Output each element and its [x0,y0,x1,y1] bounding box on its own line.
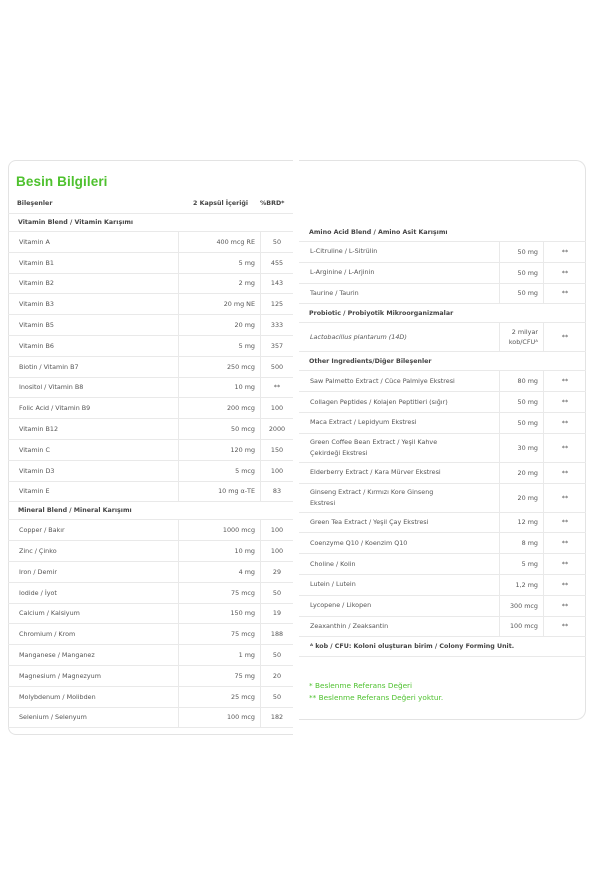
footnote-text: ᴬ kob / CFU: Koloni oluşturan birim / Colony Forming Unit. [310,643,515,651]
ingredient-amount: 8 mg [499,533,544,553]
ingredient-amount: 30 mg [499,434,544,462]
ingredient-rda: ** [561,518,569,527]
ingredient-name: Elderberry Extract / Kara Mürver Ekstresi [310,468,441,477]
ingredient-rda: ** [561,539,569,548]
ingredient-amount: 80 mg [499,371,544,391]
ingredient-rda: ** [561,468,569,477]
ingredient-rda: ** [561,268,569,277]
table-row [8,419,293,440]
ingredient-name: Zeaxanthin / Zeaksantin [310,621,389,630]
ingredient-rda: ** [561,560,569,569]
table-row [8,708,293,729]
table-row [299,596,586,617]
left-table [8,213,293,728]
ingredient-rda: 83 [272,487,282,496]
ingredient-amount: 10 mg [178,541,261,561]
ingredient-rda: 100 [270,526,284,535]
ingredient-name: Iron / Demir [19,567,58,576]
ingredient-name: Vitamin E [19,487,50,496]
section-title: Amino Acid Blend / Amino Asit Karışımı [309,228,448,236]
ingredient-name: Taurine / Taurin [310,288,359,297]
table-row [299,323,586,352]
table-row [8,687,293,708]
table-row [299,284,586,305]
ingredient-name: Collagen Peptides / Kolajen Peptitleri (sığır) [310,397,448,406]
ingredient-name: Copper / Bakır [19,526,65,535]
table-row [299,434,586,463]
ingredient-name: Chromium / Krom [19,630,76,639]
ingredient-rda: 29 [272,567,282,576]
section-heading [8,502,293,520]
header-ingredients: Bileşenler [17,200,53,207]
section-title: Vitamin Blend / Vitamin Karışımı [18,219,134,226]
ingredient-amount: 75 mcg [178,583,261,603]
header-rda: %BRD* [260,200,285,207]
ingredient-name: Magnesium / Magnezyum [19,671,101,680]
ingredient-rda: ** [561,493,569,502]
table-row [299,513,586,534]
ingredient-rda: 100 [270,404,284,413]
section-heading [299,223,586,242]
ingredient-name: Green Tea Extract / Yeşil Çay Ekstresi [310,517,429,526]
table-row [299,484,586,513]
ingredient-rda: ** [561,333,569,342]
table-row [8,541,293,562]
table-row [8,482,293,503]
ingredient-rda: 50 [272,692,282,701]
table-row [8,461,293,482]
page-title: Besin Bilgileri [16,174,108,189]
ingredient-rda: 19 [272,609,282,618]
ingredient-amount: 150 mg [178,604,261,624]
ingredient-name: Manganese / Manganez [19,651,95,660]
section-heading [8,214,293,232]
ingredient-amount: 50 mg [499,284,544,304]
ingredient-amount: 1,2 mg [499,575,544,595]
ingredient-name: Vitamin C [19,445,50,454]
ingredient-name: Selenium / Selenyum [19,713,87,722]
ingredient-amount: 50 mg [499,392,544,412]
table-row [8,604,293,625]
ingredient-amount: 20 mg [178,315,261,335]
ingredient-rda: 357 [270,341,284,350]
section-heading [299,304,586,323]
table-row [8,253,293,274]
ingredient-rda: ** [561,398,569,407]
section-heading [299,352,586,371]
table-row [8,666,293,687]
ingredient-amount: 200 mcg [178,398,261,418]
ingredient-rda: ** [561,289,569,298]
notes [309,680,443,704]
ingredient-rda: 500 [270,362,284,371]
ingredient-amount: 25 mcg [178,687,261,707]
ingredient-amount: 20 mg NE [178,294,261,314]
ingredient-amount: 2 milyar kob/CFUᴬ [499,323,544,351]
ingredient-amount: 10 mg [178,378,261,398]
ingredient-name: Iodide / İyot [19,588,57,597]
table-row [299,413,586,434]
ingredient-amount: 10 mg α-TE [178,482,261,502]
ingredient-name: Vitamin B6 [19,341,54,350]
ingredient-rda: ** [561,443,569,452]
section-title: Mineral Blend / Mineral Karışımı [18,507,132,515]
ingredient-rda: 125 [270,300,284,309]
ingredient-name: Vitamin B12 [19,425,59,434]
note-brd: * Beslenme Referans Değeri [309,681,413,690]
ingredient-rda: 50 [272,237,282,246]
ingredient-name: Biotin / Vitamin B7 [19,362,79,371]
ingredient-amount: 1 mg [178,645,261,665]
ingredient-name: Coenzyme Q10 / Koenzim Q10 [310,538,408,547]
ingredient-name: L-Arginine / L-Arjinin [310,268,375,277]
ingredient-rda: ** [273,383,281,392]
ingredient-name: L-Citruline / L-Sitrülin [310,247,378,256]
ingredient-rda: 100 [270,547,284,556]
ingredient-name: Zinc / Çinko [19,547,57,556]
ingredient-amount: 5 mcg [178,461,261,481]
ingredient-name: Folic Acid / Vitamin B9 [19,404,91,413]
ingredient-rda: ** [561,247,569,256]
ingredient-name: Vitamin B1 [19,258,54,267]
table-row [299,575,586,596]
ingredient-amount: 50 mg [499,263,544,283]
table-row [8,294,293,315]
ingredient-amount: 250 mcg [178,357,261,377]
ingredient-rda: 100 [270,466,284,475]
table-row [8,315,293,336]
ingredient-amount: 50 mcg [178,419,261,439]
ingredient-amount: 300 mcg [499,596,544,616]
table-row [8,378,293,399]
table-row [299,554,586,575]
table-row [8,440,293,461]
ingredient-rda: 182 [270,713,284,722]
table-row [8,583,293,604]
ingredient-name: Lycopene / Likopen [310,601,372,610]
table-row [8,398,293,419]
header-serving: 2 Kapsül İçeriği [193,200,249,207]
table-row [299,371,586,392]
ingredient-amount: 20 mg [499,463,544,483]
ingredient-rda: 150 [270,445,284,454]
ingredient-name: Calcium / Kalsiyum [19,609,80,618]
ingredient-rda: 20 [272,671,282,680]
ingredient-rda: ** [561,377,569,386]
ingredient-amount: 400 mcg RE [178,232,261,252]
ingredient-amount: 120 mg [178,440,261,460]
ingredient-name: Ginseng Extract / Kırmızı Kore Ginseng Ekstresi [310,487,434,507]
ingredient-amount: 75 mg [178,666,261,686]
section-title: Other Ingredients/Diğer Bileşenler [309,357,432,365]
ingredient-name: Molybdenum / Molibden [19,692,96,701]
ingredient-rda: 188 [270,630,284,639]
table-row [8,645,293,666]
ingredient-rda: ** [561,418,569,427]
ingredient-name: Saw Palmetto Extract / Cüce Palmiye Ekstresi [310,376,455,385]
ingredient-amount: 12 mg [499,513,544,533]
table-row [299,242,586,263]
table-row [8,624,293,645]
table-row [8,520,293,541]
ingredient-name: Vitamin A [19,237,50,246]
ingredient-amount: 100 mcg [499,617,544,637]
table-row [299,617,586,638]
ingredient-rda: 143 [270,279,284,288]
table-row [8,336,293,357]
ingredient-amount: 2 mg [178,274,261,294]
ingredient-amount: 5 mg [499,554,544,574]
table-row [299,263,586,284]
ingredient-name: Lutein / Lutein [310,580,356,589]
ingredient-name: Inositol / Vitamin B8 [19,383,84,392]
ingredient-rda: ** [561,601,569,610]
ingredient-amount: 100 mcg [178,708,261,728]
ingredient-rda: 50 [272,588,282,597]
ingredient-name: Lactobacillus plantarum (14D) [310,332,407,341]
ingredient-name: Vitamin B3 [19,300,54,309]
table-row [299,533,586,554]
footnote [299,637,586,657]
ingredient-rda: 2000 [268,425,286,434]
note-no-brd: ** Beslenme Referans Değeri yoktur. [309,693,444,702]
ingredient-amount: 1000 mcg [178,520,261,540]
table-row [8,232,293,253]
ingredient-amount: 75 mcg [178,624,261,644]
ingredient-amount: 50 mg [499,242,544,262]
ingredient-rda: ** [561,622,569,631]
ingredient-rda: 455 [270,258,284,267]
ingredient-amount: 5 mg [178,253,261,273]
section-title: Probiotic / Probiyotik Mikroorganizmalar [309,309,454,317]
ingredient-name: Green Coffee Bean Extract / Yeşil Kahve Çekirdeği Ekstresi [310,437,438,457]
table-row [8,274,293,295]
right-table [299,223,586,657]
ingredient-rda: ** [561,580,569,589]
table-row [8,357,293,378]
ingredient-name: Vitamin D3 [19,466,55,475]
ingredient-amount: 20 mg [499,484,544,512]
ingredient-name: Vitamin B5 [19,321,54,330]
ingredient-name: Vitamin B2 [19,279,54,288]
ingredient-name: Maca Extract / Lepidyum Ekstresi [310,418,417,427]
ingredient-name: Choline / Kolin [310,559,356,568]
ingredient-rda: 333 [270,321,284,330]
table-row [299,392,586,413]
ingredient-rda: 50 [272,651,282,660]
ingredient-amount: 4 mg [178,562,261,582]
table-row [8,562,293,583]
ingredient-amount: 50 mg [499,413,544,433]
table-row [299,463,586,484]
ingredient-amount: 5 mg [178,336,261,356]
